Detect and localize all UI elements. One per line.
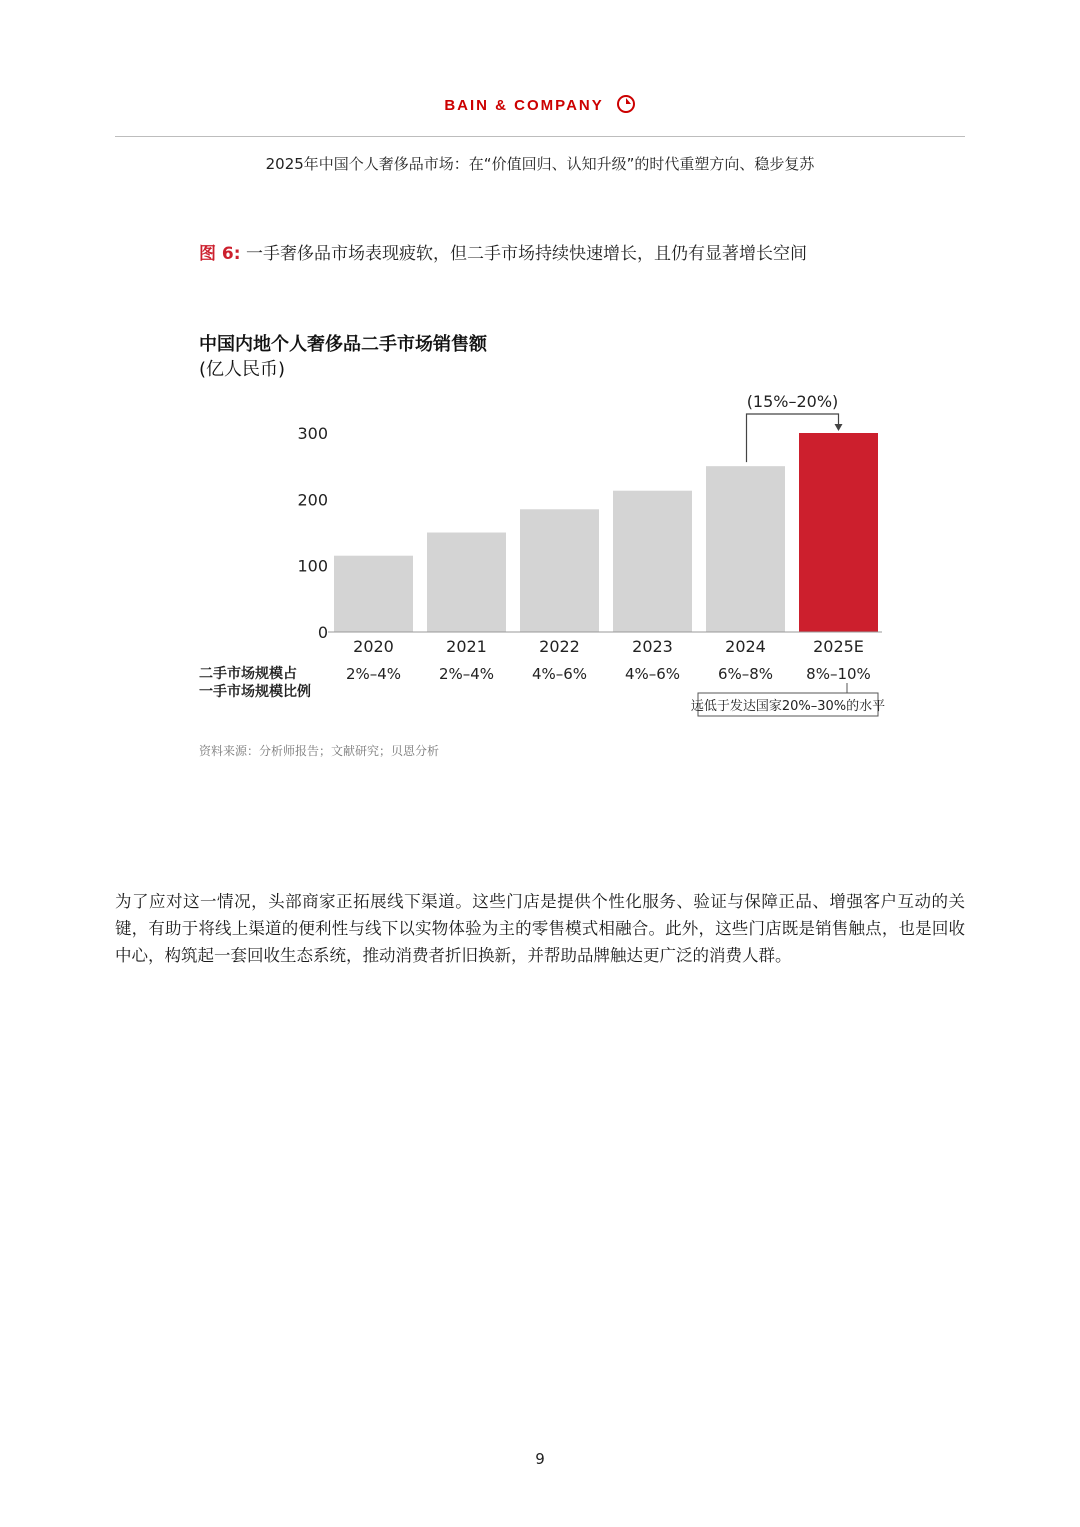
growth-label: (15%–20%) bbox=[746, 392, 839, 411]
page-number: 9 bbox=[535, 1450, 545, 1468]
x-axis bbox=[328, 632, 882, 656]
x-tick-label: 2021 bbox=[446, 637, 487, 656]
y-axis bbox=[297, 424, 328, 642]
brand-name: BAIN & COMPANY bbox=[444, 97, 604, 114]
bar-2020 bbox=[334, 556, 413, 632]
arrow-down-icon bbox=[835, 424, 843, 431]
figure-caption bbox=[199, 242, 807, 266]
y-tick-label: 200 bbox=[297, 490, 328, 510]
source-note: 资料来源：分析师报告；文献研究；贝恩分析 bbox=[199, 744, 440, 758]
x-tick-label: 2023 bbox=[632, 637, 673, 656]
ratio-value: 6%–8% bbox=[717, 665, 774, 683]
ratio-value: 2%–4% bbox=[345, 665, 402, 683]
x-tick-label: 2024 bbox=[725, 637, 766, 656]
ratio-value: 4%–6% bbox=[624, 665, 681, 683]
figure-caption-text: 一手奢侈品市场表现疲软，但二手市场持续快速增长，且仍有显著增长空间 bbox=[240, 244, 807, 264]
bar-2023 bbox=[613, 491, 692, 632]
ratio-label-line1: 二手市场规模占 bbox=[199, 666, 297, 682]
bar-2021 bbox=[427, 533, 506, 633]
chart-title: 中国内地个人奢侈品二手市场销售额 bbox=[199, 334, 487, 355]
bars bbox=[334, 433, 878, 632]
comparison-note-text: 远低于发达国家20%–30%的水平 bbox=[690, 699, 886, 714]
ratio-value: 2%–4% bbox=[438, 665, 495, 683]
x-tick-label: 2020 bbox=[353, 637, 394, 656]
y-tick-label: 300 bbox=[297, 424, 328, 443]
body-paragraph: 为了应对这一情况，头部商家正拓展线下渠道。这些门店是提供个性化服务、验证与保障正品、增强客户互动的关键，有助于将线上渠道的便利性与线下以实物体验为主的零售模式相融合。此外，这些门店既是销售触点，也是回收中心，构筑起一套回收生态系统，推动消费者折旧换新，并帮助品牌触达更广泛的消费人群。 bbox=[115, 892, 965, 965]
bar-2024 bbox=[706, 466, 785, 632]
header-divider bbox=[115, 136, 965, 137]
y-tick-label: 0 bbox=[317, 623, 328, 642]
x-tick-label: 2025E bbox=[813, 637, 864, 656]
ratio-row bbox=[199, 665, 885, 716]
bar-chart bbox=[190, 380, 910, 725]
compass-logo-icon bbox=[616, 94, 636, 114]
bar-2025E bbox=[799, 433, 878, 632]
x-tick-label: 2022 bbox=[539, 637, 580, 656]
ratio-value: 4%–6% bbox=[531, 665, 588, 683]
ratio-value: 8%–10% bbox=[806, 665, 871, 683]
figure-label: 图 6: bbox=[199, 244, 241, 264]
brand-logo bbox=[0, 94, 1080, 118]
y-tick-label: 100 bbox=[297, 556, 328, 576]
bar-2022 bbox=[520, 509, 599, 632]
ratio-label-line2: 一手市场规模比例 bbox=[199, 684, 311, 700]
chart-unit: (亿人民币) bbox=[199, 359, 286, 380]
report-title: 2025年中国个人奢侈品市场：在“价值回归、认知升级”的时代重塑方向、稳步复苏 bbox=[265, 155, 815, 173]
